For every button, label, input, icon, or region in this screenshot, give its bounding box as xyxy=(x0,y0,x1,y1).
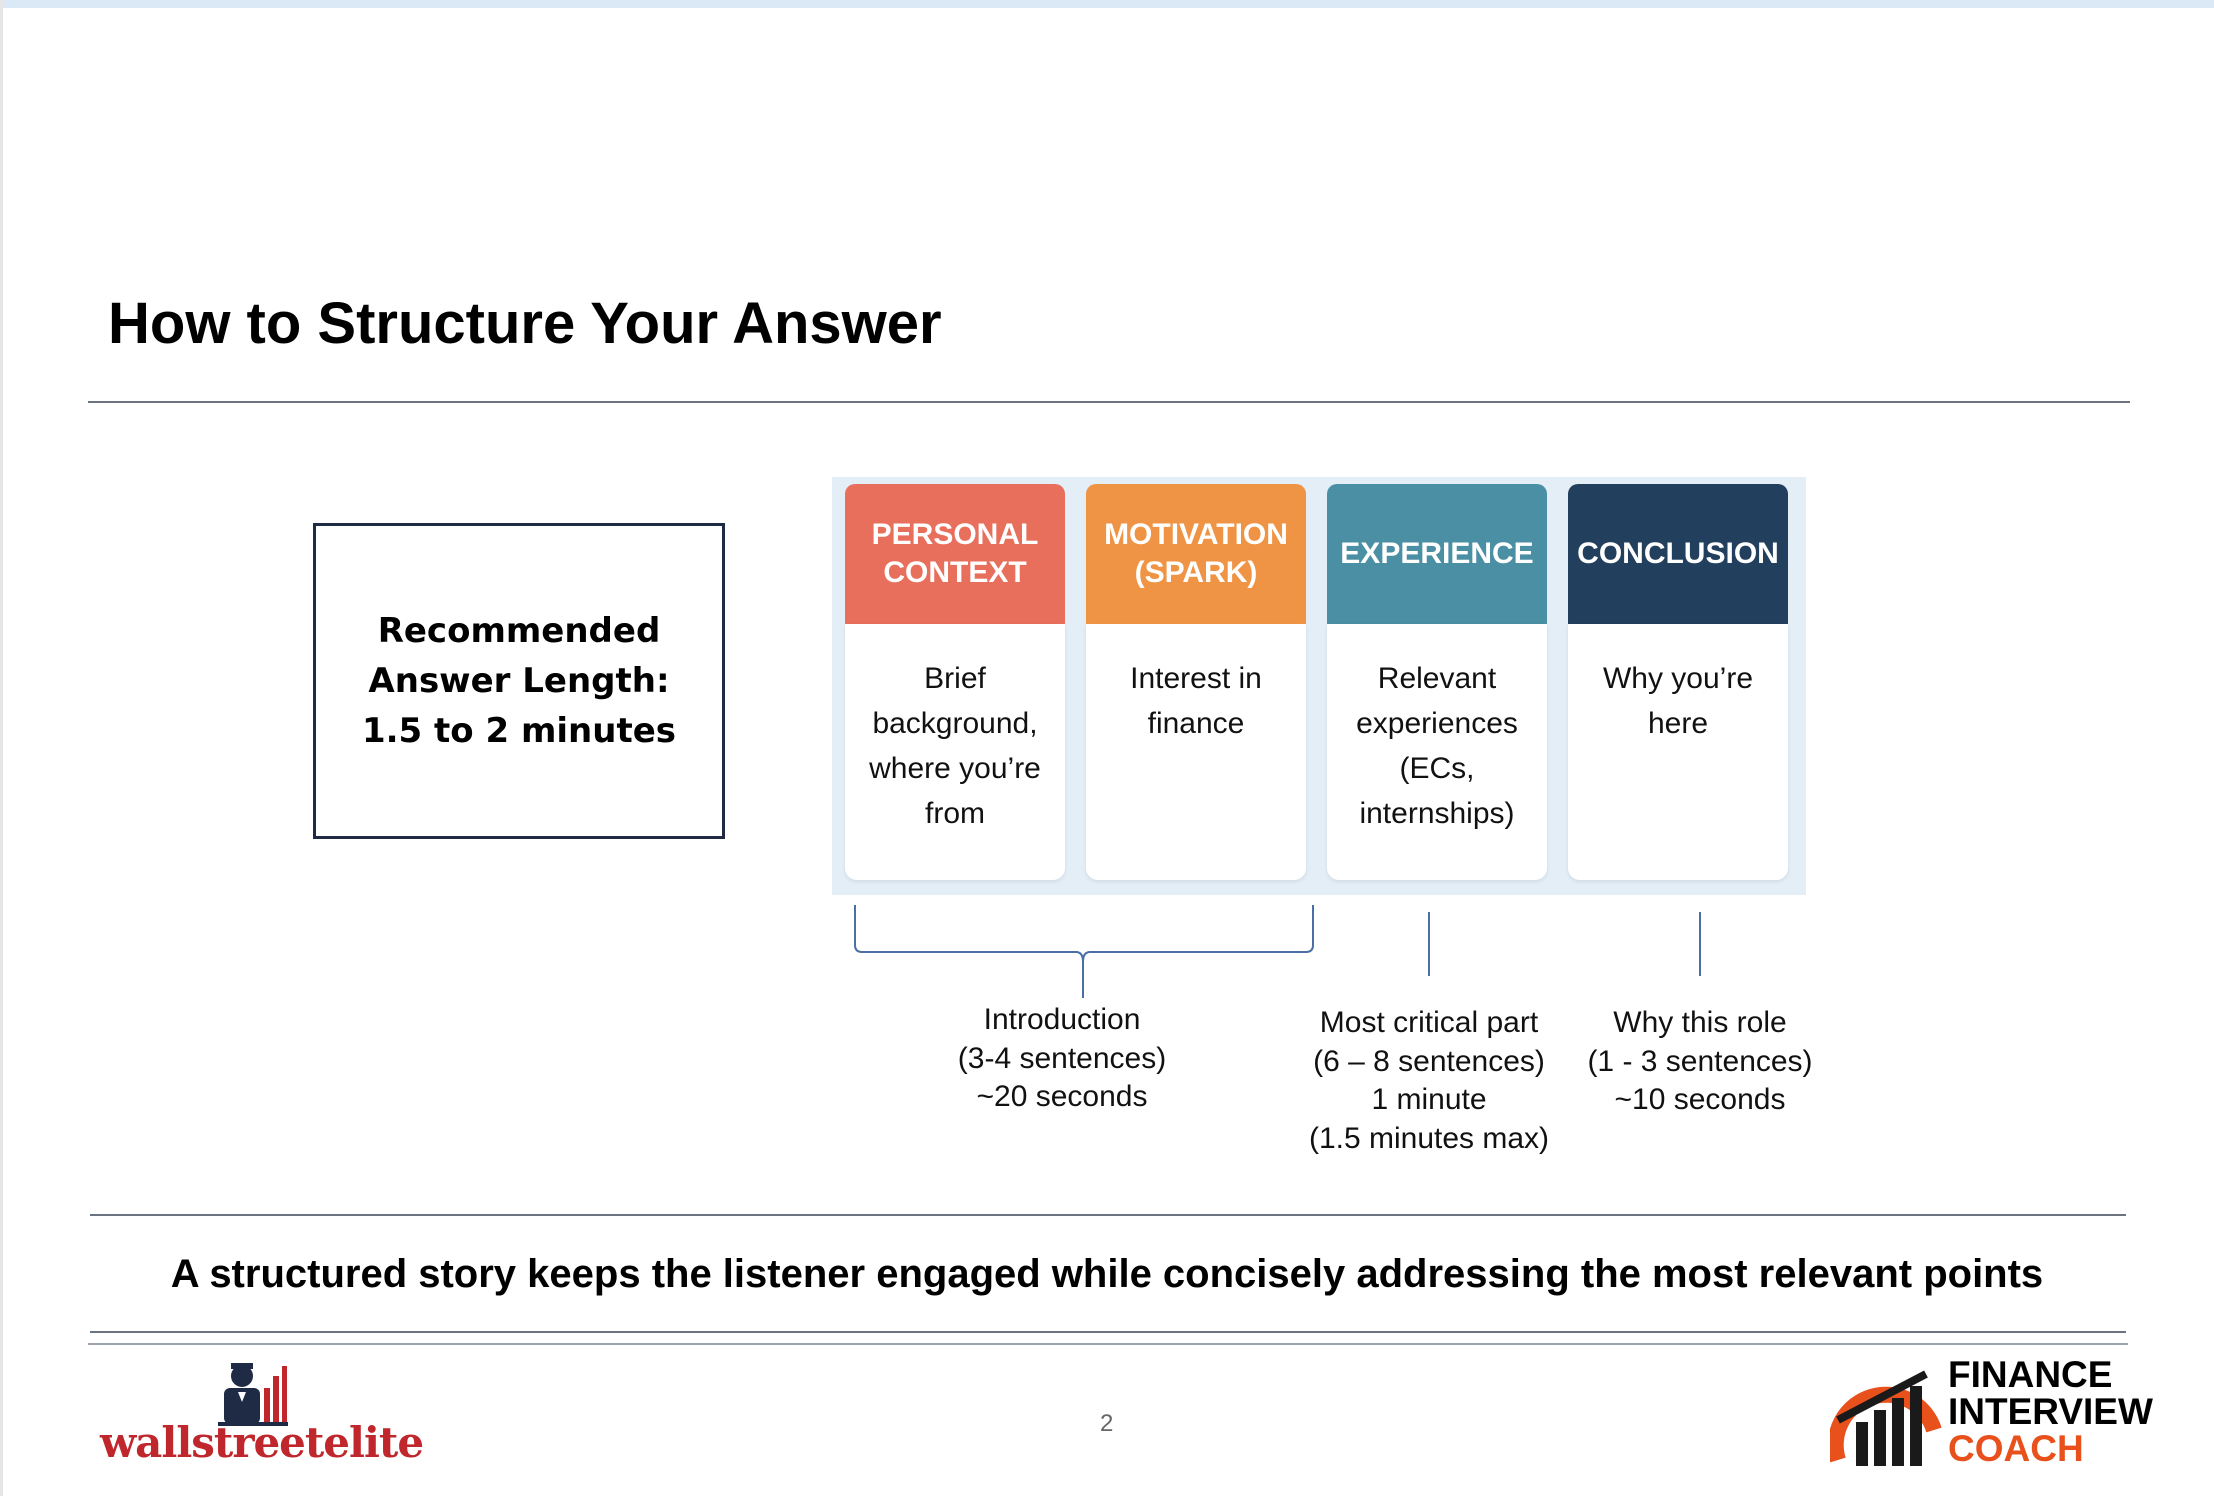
introduction-note-line: (3-4 sentences) xyxy=(957,1041,1167,1075)
conclusion-note-line: (1 - 3 sentences) xyxy=(1587,1044,1813,1078)
column-body-line: from xyxy=(925,797,985,830)
column-body-line: here xyxy=(1647,707,1709,740)
footer-divider xyxy=(88,1343,2128,1345)
experience-note-line: (1.5 minutes max) xyxy=(1308,1121,1550,1155)
wallstreetelite-wordmark: wallstreetelite xyxy=(100,1418,424,1467)
column-body-line: Relevant xyxy=(1377,662,1497,695)
introduction-note-line: ~20 seconds xyxy=(976,1080,1148,1113)
column-body-line: Interest in xyxy=(1130,662,1262,695)
column-header-line: CONCLUSION xyxy=(1577,537,1779,570)
fic-line-finance: FINANCE xyxy=(1948,1354,2113,1395)
conclusion-note-line: Why this role xyxy=(1613,1006,1787,1039)
answer-length-line: 1.5 to 2 minutes xyxy=(361,711,677,751)
slide-title: How to Structure Your Answer xyxy=(108,291,942,356)
column-body-line: background, xyxy=(872,707,1038,740)
column-body-line: finance xyxy=(1147,707,1245,740)
tagline: A structured story keeps the listener engaged while concisely addressing the most relevant points xyxy=(170,1252,2044,1296)
answer-length-line: Recommended xyxy=(377,611,661,651)
experience-note-line: Most critical part xyxy=(1319,1006,1539,1039)
column-body-line: where you’re xyxy=(869,752,1041,785)
analyst-chart-icon xyxy=(218,1358,288,1426)
wallstreetelite-logo xyxy=(100,1358,424,1468)
column-body-line: (ECs, xyxy=(1399,752,1475,785)
column-header-line: (SPARK) xyxy=(1134,556,1258,589)
column-header-line: MOTIVATION xyxy=(1104,518,1288,551)
experience-note xyxy=(1309,1004,1549,1158)
fic-line-coach: COACH xyxy=(1948,1428,2084,1469)
column-header-line: EXPERIENCE xyxy=(1340,537,1534,570)
column-body-line: Brief xyxy=(924,662,986,695)
introduction-note-line: Introduction xyxy=(983,1003,1141,1036)
conclusion-note xyxy=(1587,1004,1812,1120)
conclusion-note-line: ~10 seconds xyxy=(1614,1083,1786,1116)
tagline-bottom-divider xyxy=(90,1331,2126,1333)
tagline-top-divider xyxy=(90,1214,2126,1216)
column-body-line: Why you’re xyxy=(1602,662,1754,695)
experience-note-line: 1 minute xyxy=(1371,1083,1487,1116)
experience-note-line: (6 – 8 sentences) xyxy=(1313,1044,1545,1078)
page-number: 2 xyxy=(1100,1410,1114,1437)
column-header-line: PERSONAL xyxy=(871,518,1039,551)
introduction-note xyxy=(958,1001,1166,1117)
column-body-line: experiences xyxy=(1356,707,1518,740)
bar-chart-arc-icon xyxy=(1830,1360,1942,1472)
fic-line-interview: INTERVIEW xyxy=(1948,1391,2153,1432)
finance-interview-coach-wordmark xyxy=(1948,1356,2153,1467)
column-header-line: CONTEXT xyxy=(883,556,1027,589)
answer-length-line: Answer Length: xyxy=(368,661,670,701)
finance-interview-coach-logo xyxy=(1830,1352,2153,1472)
introduction-brace xyxy=(855,905,1313,962)
column-body-line: internships) xyxy=(1359,797,1515,830)
